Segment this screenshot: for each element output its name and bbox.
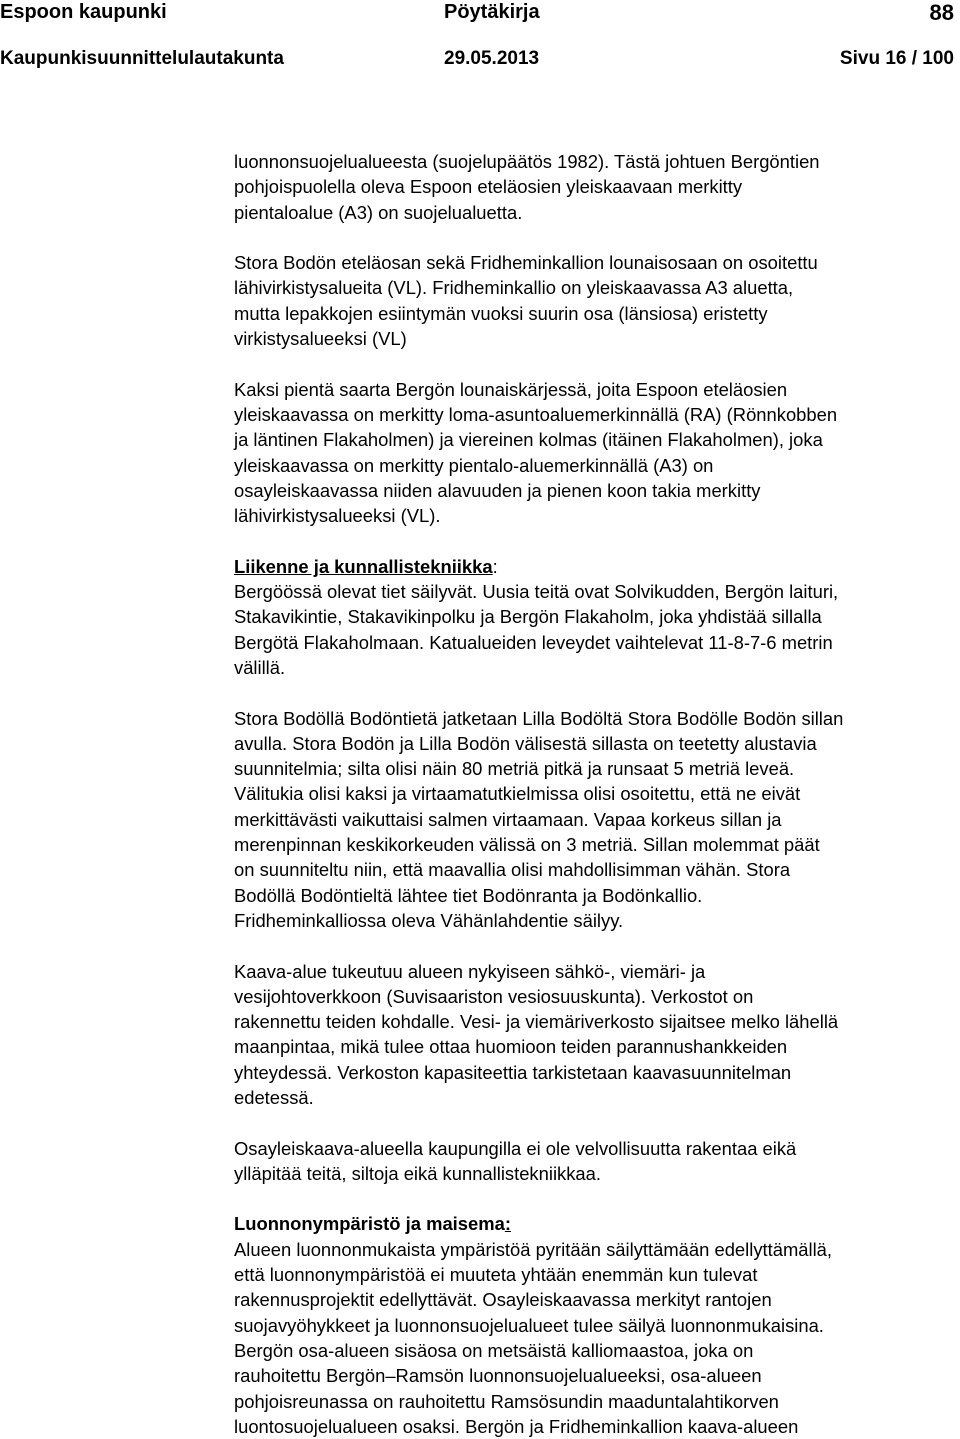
text-line: edetessä. xyxy=(234,1086,314,1108)
text-line: Bergötä Flakaholmaan. Katualueiden leveydet vaihtelevat 11-8-7-6 metrin xyxy=(234,631,833,653)
text-line: Kaava-alue tukeutuu alueen nykyiseen sähkö-, viemäri- ja xyxy=(234,960,706,982)
section-number: 88 xyxy=(929,0,954,25)
text-line: vesijohtoverkkoon (Suvisaariston vesiosuuskunta). Verkostot on xyxy=(234,985,754,1007)
text-line: Kaksi pientä saarta Bergön lounaiskärjessä, joita Espoon eteläosien xyxy=(234,378,788,400)
paragraph-3 xyxy=(234,377,958,529)
text-line: Bergön osa-alueen sisäosa on metsäistä kalliomaastoa, joka on xyxy=(234,1339,754,1361)
text-line: Fridheminkalliossa oleva Vähänlahdentie säilyy. xyxy=(234,909,624,931)
text-line: ja läntinen Flakaholmen) ja viereinen kolmas (itäinen Flakaholmen), joka xyxy=(234,429,823,451)
document-header-bottom xyxy=(0,47,960,73)
paragraph-2 xyxy=(234,250,958,351)
text-line: osayleiskaavassa niiden alavuuden ja pienen koon takia merkitty xyxy=(234,479,761,501)
text-line: rakennettu teiden kohdalle. Vesi- ja viemäriverkosto sijaitsee melko lähellä xyxy=(234,1011,839,1033)
heading-traffic-colon: : xyxy=(492,555,498,577)
text-line: mutta lepakkojen esiintymän vuoksi suurin osa (länsiosa) eristetty xyxy=(234,302,768,324)
text-line: maanpintaa, mikä tulee ottaa huomioon teiden parannushankkeiden xyxy=(234,1036,788,1058)
paragraph-6 xyxy=(234,959,958,1111)
text-line: suunnitelmia; silta olisi näin 80 metriä pitkä ja runsaat 5 metriä leveä. xyxy=(234,758,795,780)
heading-nature-colon: : xyxy=(504,1213,511,1235)
text-line: yleiskaavassa on merkitty loma-asuntoaluemerkinnällä (RA) (Rönnkobben xyxy=(234,403,838,425)
text-line: merenpinnan keskikorkeuden välissä on 3 metriä. Sillan molemmat päät xyxy=(234,834,820,856)
text-line: virkistysalueeksi (VL) xyxy=(234,328,407,350)
section-heading-traffic xyxy=(234,554,958,579)
text-line: Stora Bodöllä Bodöntietä jatketaan Lilla Bodöltä Stora Bodölle Bodön sillan xyxy=(234,707,844,729)
section-heading-nature xyxy=(234,1211,958,1236)
meeting-date: 29.05.2013 xyxy=(444,48,540,69)
page-number: Sivu 16 / 100 xyxy=(839,48,954,69)
text-line: merkittävästi vaikuttaisi salmen virtaamaan. Vapaa korkeus sillan ja xyxy=(234,808,782,830)
text-line: pohjoisreunassa on rauhoitettu Ramsösundin maaduntalahtikorven xyxy=(234,1390,779,1412)
text-line: lähivirkistysalueita (VL). Fridheminkallio on yleiskaavassa A3 aluetta, xyxy=(234,277,794,299)
text-line: että luonnonympäristöä ei muuteta yhtään enemmän kun tulevat xyxy=(234,1264,758,1286)
text-line: rakennusprojektit edellyttävät. Osayleiskaavassa merkityt rantojen xyxy=(234,1289,772,1311)
text-line: välillä. xyxy=(234,656,286,678)
paragraph-5 xyxy=(234,706,958,934)
text-line: Stora Bodön eteläosan sekä Fridheminkallion lounaisosaan on osoitettu xyxy=(234,252,818,274)
text-line: luontosuojelualueen osaksi. Bergön ja Fridheminkallion kaava-alueen xyxy=(234,1415,799,1437)
section-traffic xyxy=(234,554,958,680)
organization-name: Espoon kaupunki xyxy=(0,1,167,23)
committee-name: Kaupunkisuunnittelulautakunta xyxy=(0,48,284,69)
text-line: Bodöllä Bodöntieltä lähtee tiet Bodönranta ja Bodönkallio. xyxy=(234,884,703,906)
document-header-top xyxy=(0,0,960,28)
section-nature xyxy=(234,1211,958,1439)
text-line: Välitukia olisi kaksi ja virtaamatutkielmissa olisi osoitettu, että ne eivät xyxy=(234,783,801,805)
text-line: yleiskaavassa on merkitty pientalo-aluemerkinnällä (A3) on xyxy=(234,454,714,476)
paragraph-1 xyxy=(234,149,958,225)
text-line: luonnonsuojelualueesta (suojelupäätös 1982). Tästä johtuen Bergöntien xyxy=(234,151,820,172)
text-line: yhteydessä. Verkoston kapasiteettia tarkistetaan kaavasuunnitelman xyxy=(234,1061,792,1083)
text-line: on suunniteltu niin, että maavallia olisi mahdollisimman vähän. Stora xyxy=(234,859,791,881)
text-line: lähivirkistysalueeksi (VL). xyxy=(234,505,441,527)
text-line: avulla. Stora Bodön ja Lilla Bodön välisestä sillasta on teetetty alustavia xyxy=(234,732,817,754)
text-line: ylläpitää teitä, siltoja eikä kunnallistekniikkaa. xyxy=(234,1162,601,1184)
text-line: suojavyöhykkeet ja luonnonsuojelualueet tulee säilyä luonnonmukaisina. xyxy=(234,1314,824,1336)
heading-nature-text: Luonnonympäristö ja maisema xyxy=(234,1213,505,1235)
text-line: rauhoitettu Bergön–Ramsön luonnonsuojelualueeksi, osa-alueen xyxy=(234,1365,762,1387)
paragraph-7 xyxy=(234,1136,958,1187)
text-line: Stakavikintie, Stakavikinpolku ja Bergön Flakaholm, joka yhdistää sillalla xyxy=(234,606,822,628)
text-line: pientaloalue (A3) on suojelualuetta. xyxy=(234,201,523,223)
text-line: pohjoispuolella oleva Espoon eteläosien yleiskaavaan merkitty xyxy=(234,176,743,198)
text-line: Osayleiskaava-alueella kaupungilla ei ole velvollisuutta rakentaa eikä xyxy=(234,1137,797,1159)
heading-traffic-text: Liikenne ja kunnallistekniikka xyxy=(234,555,493,577)
text-line: Alueen luonnonmukaista ympäristöä pyritään säilyttämään edellyttämällä, xyxy=(234,1238,833,1260)
text-line: Bergöössä olevat tiet säilyvät. Uusia teitä ovat Solvikudden, Bergön laituri, xyxy=(234,581,839,603)
document-body xyxy=(234,149,958,1439)
document-type: Pöytäkirja xyxy=(444,1,540,23)
